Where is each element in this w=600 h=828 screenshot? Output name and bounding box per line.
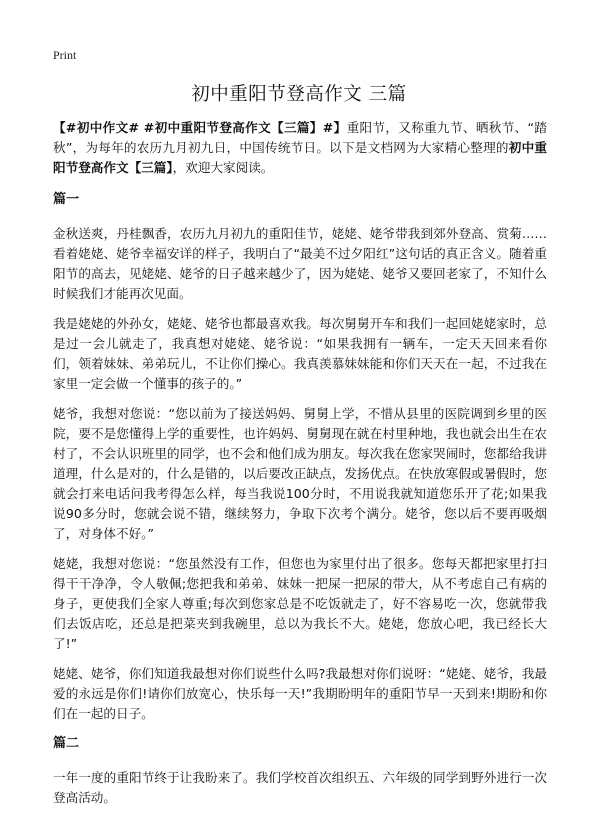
section-heading-1: 篇一 xyxy=(53,192,80,207)
section-2-paragraph-1: 一年一度的重阳节终于让我盼来了。我们学校首次组织五、六年级的同学到野外进行一次登高活动。 xyxy=(53,770,547,805)
section-1-paragraph-5: 姥姥、姥爷，你们知道我最想对你们说些什么吗?我最想对你们说呀：“姥姥、姥爷，我最爱的永远是你们!请你们放宽心，快乐每一天!”我期盼明年的重阳节早一天到来!期盼和你们在一起的日子。 xyxy=(53,666,547,721)
intro-text: 重阳节，又称重九节、晒秋节、“踏秋”，为每年的农历九月初九日，中国传统节日。以下是文档网为大家精心整理的 xyxy=(53,120,548,155)
document-title: 初中重阳节登高作文 三篇 xyxy=(191,84,407,105)
section-1-paragraph-3: 姥爷，我想对您说：“您以前为了接送妈妈、舅舅上学，不惜从县里的医院调到乡里的医院，要不是您懂得上学的重要性，也许妈妈、舅舅现在就在村里种地，我也就会出生在农村了，不会认识班里的同学，也不会和他们成为朋友。每次我在您家哭闹时，您都给我讲道理，什么是对的，什么是错的，以后要改正缺点，发扬优点。在快放寒假或暑假时，您就会打来电话问我考得怎么样，每当我说100分时，不用说我就知道您乐开了花;如果我说90多分时，您就会说不错，继续努力，争取下次考个满分。姥爷，您以后不要再吸烟了，对身体不好。” xyxy=(53,406,547,541)
intro-tail: ，欢迎大家阅读。 xyxy=(172,160,274,175)
section-1-paragraph-4: 姥姥，我想对您说：“您虽然没有工作，但您也为家里付出了很多。您每天都把家里打扫得干干净净，令人敬佩;您把我和弟弟、妹妹一把屎一把尿的带大，从不考虑自己有病的身子，更使我们全家人尊重;每次到您家总是不吃饭就走了，好不容易吃一次，您就带我们去饭店吃，还总是把菜夹到我碗里，总以为我长不大。姥姥，您放心吧，我已经长大了!” xyxy=(53,556,547,651)
section-heading-2: 篇二 xyxy=(53,736,80,751)
document-body xyxy=(53,118,547,818)
section-1-paragraph-1: 金秋送爽，丹桂飘香，农历九月初九的重阳佳节，姥姥、姥爷带我到郊外登高、赏菊……看着姥姥、姥爷幸福安详的样子，我明白了“最美不过夕阳红”这句话的真正含义。随着重阳节的高去，见姥姥、姥爷的日子越来越少了，因为姥姥、姥爷又要回老家了，不知什么时候我们才能再次见面。 xyxy=(53,226,547,301)
intro-tags: 【#初中作文# #初中重阳节登高作文【三篇】#】 xyxy=(53,120,347,135)
intro-emphasis: 初中重阳节登高作文【三篇】 xyxy=(53,140,547,175)
section-1-paragraph-2: 我是姥姥的外孙女，姥姥、姥爷也都最喜欢我。每次舅舅开车和我们一起回姥姥家时，总是过一会儿就走了，我真想对姥姥、姥爷说：“如果我拥有一辆车，一定天天回来看你们，领着妹妹、弟弟玩儿，不让你们操心。我真羡慕妹妹能和你们天天在一起，不过我在家里一定会做一个懂事的孩子的。” xyxy=(53,316,547,391)
print-link[interactable]: Print xyxy=(53,48,77,62)
intro-paragraph xyxy=(53,118,547,178)
